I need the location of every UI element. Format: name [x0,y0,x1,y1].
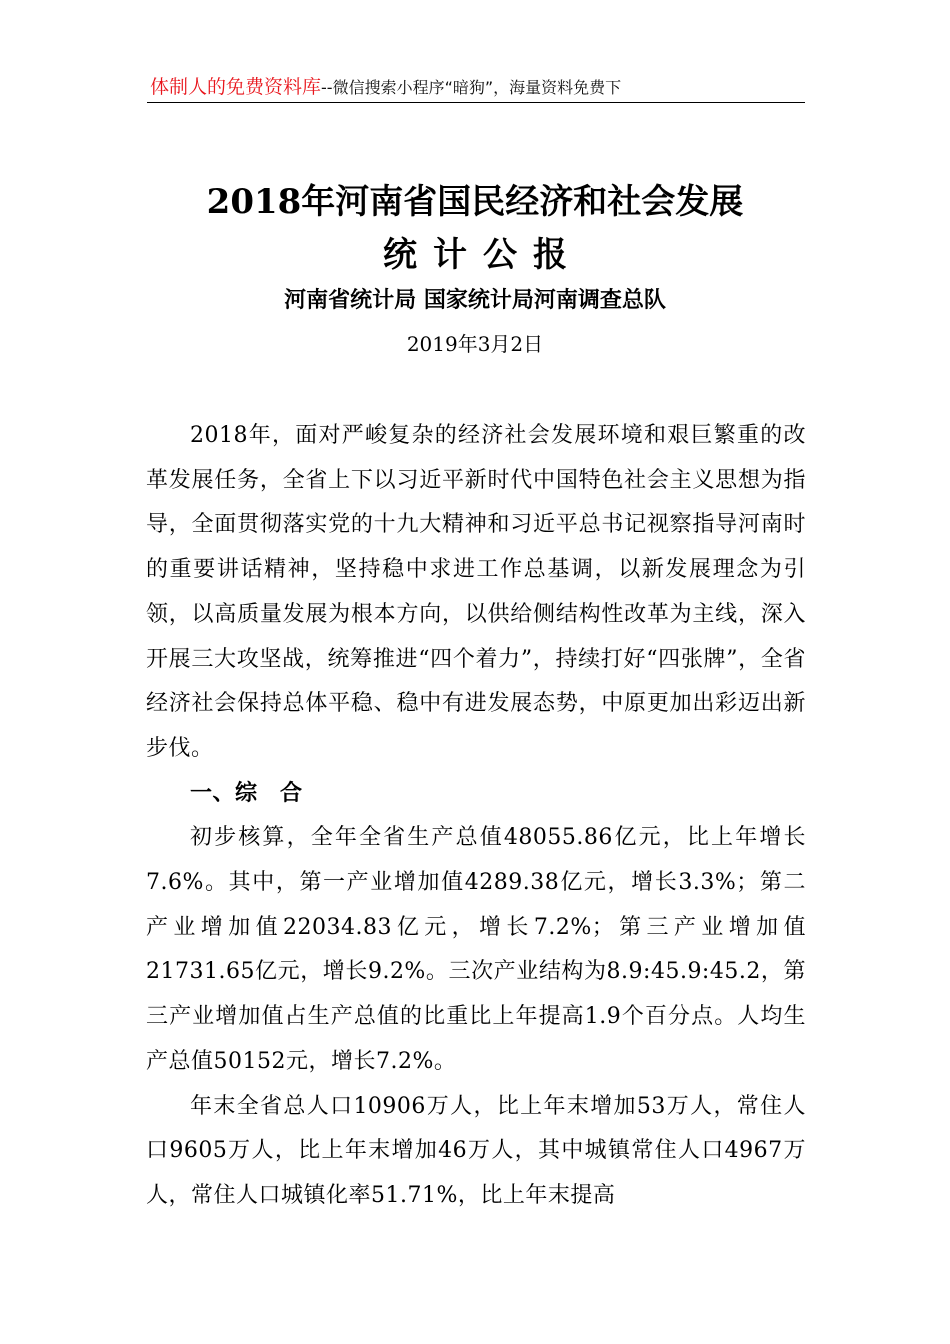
publication-date: 2019年3月2日 [406,332,544,356]
document-title: 2018年河南省国民经济和社会发展 [206,182,744,222]
header-tagline: --微信搜索小程序“暗狗”，海量资料免费下 [321,78,622,97]
document-body [146,414,806,1219]
page-header [150,72,780,100]
section-heading-overview: 一、综 合 [190,780,303,806]
header-divider [147,102,805,103]
document-subtitle: 统计公报 [383,235,583,275]
population-paragraph: 年末全省总人口10906万人，比上年末增加53万人，常住人口9605万人，比上年末增加46万人，其中城镇常住人口4967万人，常住人口城镇化率51.71%，比上年末提高 [146,1093,806,1208]
issuing-authorities: 河南省统计局 国家统计局河南调查总队 [284,287,666,313]
intro-paragraph: 2018年，面对严峻复杂的经济社会发展环境和艰巨繁重的改革发展任务，全省上下以习近平新时代中国特色社会主义思想为指导，全面贯彻落实党的十九大精神和习近平总书记视察指导河南时的重要讲话精神，坚持稳中求进工作总基调，以新发展理念为引领，以高质量发展为根本方向，以供给侧结构性改革为主线，深入开展三大攻坚战，统筹推进“四个着力”，持续打好“四张牌”，全省经济社会保持总体平稳、稳中有进发展态势，中原更加出彩迈出新步伐。 [146,423,806,761]
header-brand[interactable]: 体制人的免费资料库 [150,76,322,98]
gdp-paragraph: 初步核算，全年全省生产总值48055.86亿元，比上年增长7.6%。其中，第一产业增加值4289.38亿元，增长3.3%；第二产业增加值22034.83亿元，增长7.2%；第三产业增加值21731.65亿元，增长9.2%。三次产业结构为8.9:45.9:45.2，第三产业增加值占生产总值的比重比上年提高1.9个百分点。人均生产总值50152元，增长7.2%。 [146,825,806,1074]
